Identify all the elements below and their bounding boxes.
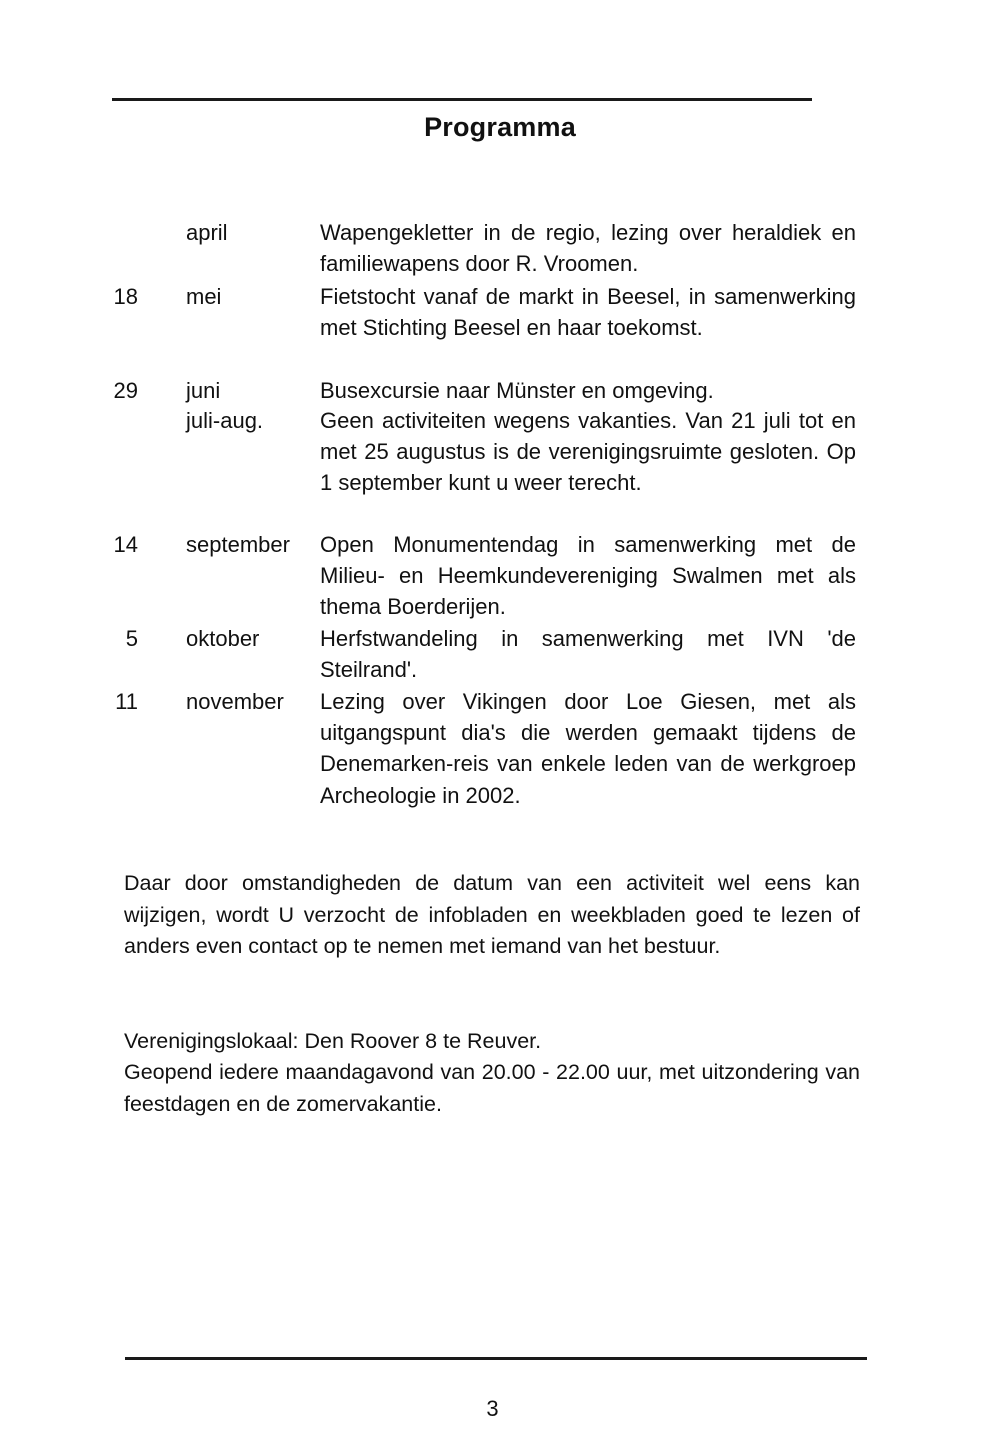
programme-month: juni [186,378,221,403]
page-number: 3 [486,1396,499,1421]
programme-description: Herfstwandeling in samenwerking met IVN 'de Steilrand'. [320,626,856,683]
notice-paragraph: Daar door omstandigheden de datum van een activiteit wel eens kan wijzigen, wordt U verzocht de infobladen en weekbladen goed te lezen of anders even contact op te nemen met iemand van het bestuur. [124,871,860,958]
programme-day: 5 [125,626,138,651]
top-rule [112,98,812,101]
page-title: Programma [424,112,576,142]
programme-month: oktober [186,626,260,651]
bottom-rule [125,1357,867,1360]
programme-month: september [186,532,290,557]
programme-description: Fietstocht vanaf de markt in Beesel, in samenwerking met Stichting Beesel en haar toekomst. [320,284,856,341]
programme-day: 18 [113,284,138,309]
opening-hours: Geopend iedere maandagavond van 20.00 - 22.00 uur, met uitzondering van feestdagen en de zomervakantie. [124,1060,860,1116]
programme-description: Lezing over Vikingen door Loe Giesen, met als uitgangspunt dia's die werden gemaakt tijdens de Denemarken-reis van enkele leden van de werkgroep Archeologie in 2002. [320,689,856,808]
programme-month: november [186,689,284,714]
programme-day: 11 [115,689,138,714]
programme-day: 29 [113,378,138,403]
programme-day: 14 [113,532,138,557]
programme-month: april [186,220,228,245]
programme-description: Wapengekletter in de regio, lezing over heraldiek en familiewapens door R. Vroomen. [320,220,856,277]
programme-month: mei [186,284,222,309]
programme-description: Open Monumentendag in samenwerking met de Milieu- en Heemkundevereniging Swalmen met als thema Boerderijen. [320,532,856,620]
programme-month: juli-aug. [186,408,264,433]
programme-description: Geen activiteiten wegens vakanties. Van 21 juli tot en met 25 augustus is de verenigingsruimte gesloten. Op 1 september kunt u weer terecht. [320,408,856,496]
club-location: Verenigingslokaal: Den Roover 8 te Reuver. [124,1029,542,1053]
programme-description: Busexcursie naar Münster en omgeving. [320,378,714,403]
